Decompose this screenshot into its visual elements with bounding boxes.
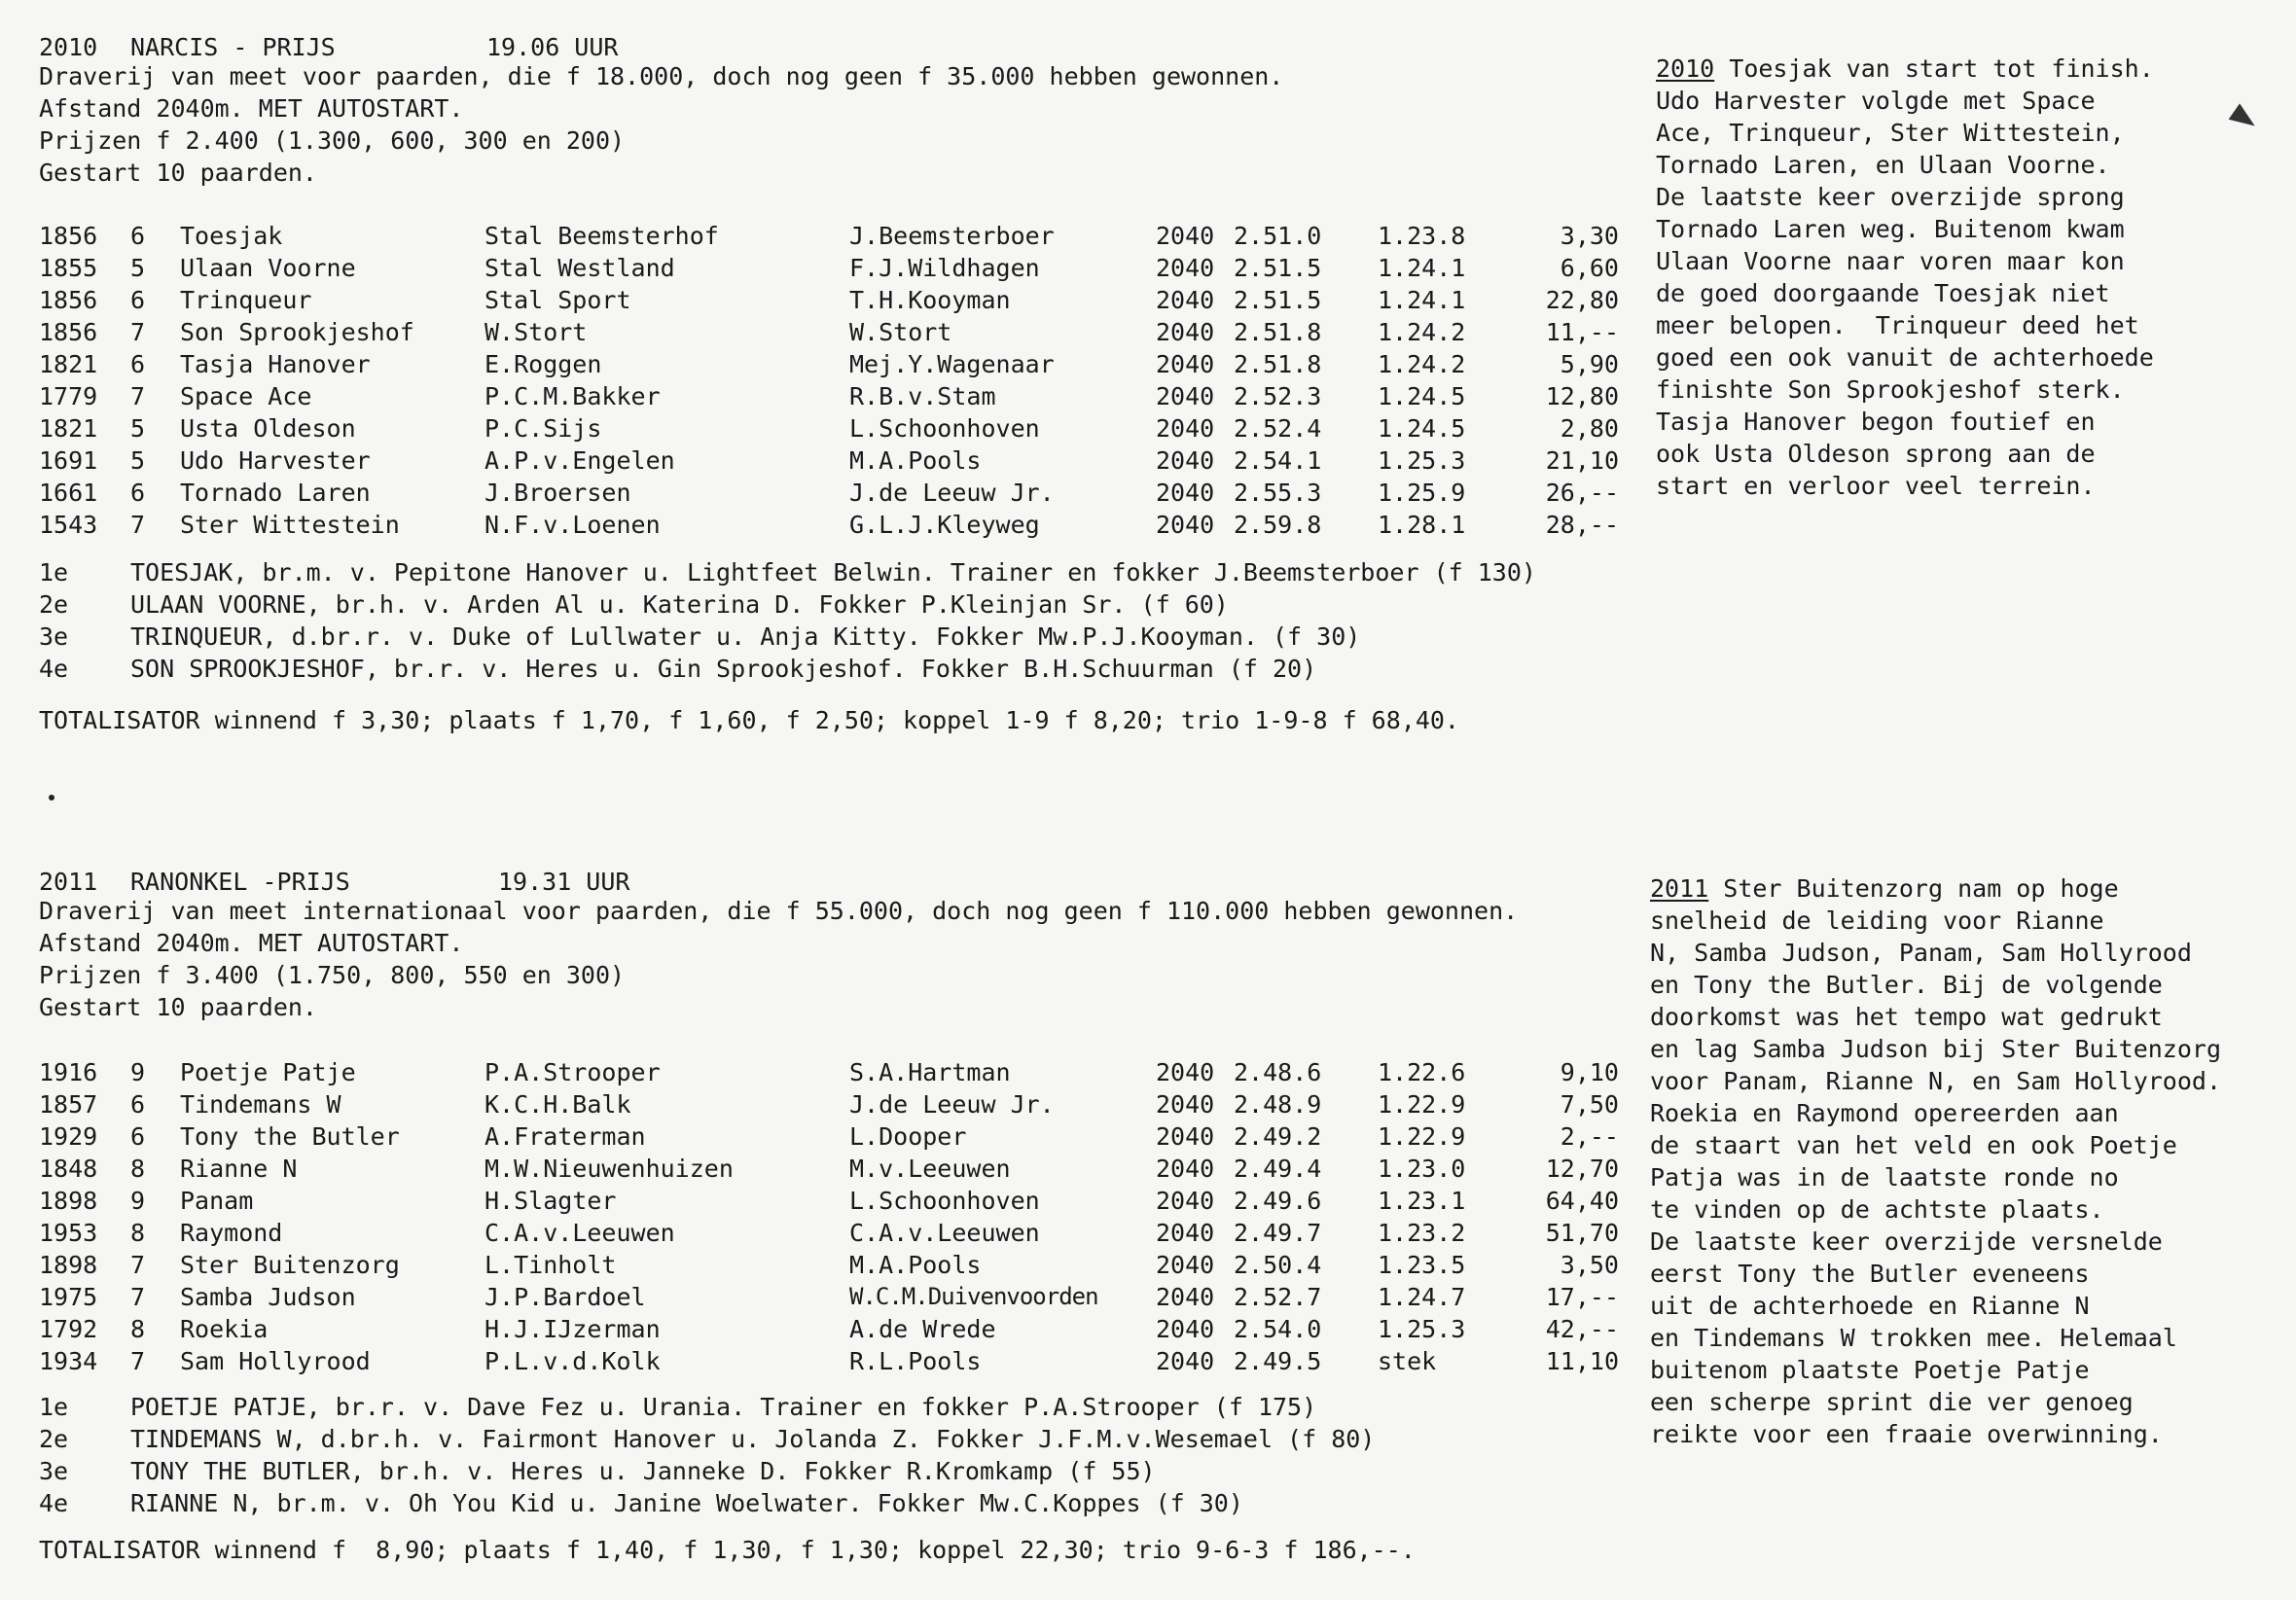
earnings-cell: 1821 — [39, 414, 98, 443]
odds-cell: 3,50 — [1560, 1251, 1619, 1279]
distance-cell: 2040 — [1156, 1122, 1215, 1151]
table-row — [0, 1345, 1654, 1377]
place-label: 1e — [39, 558, 69, 587]
table-row — [0, 1056, 1654, 1088]
driver-cell: L.Dooper — [849, 1122, 967, 1151]
earnings-cell: 1543 — [39, 511, 98, 539]
report-line: finishte Son Sprookjeshof sterk. — [1656, 375, 2125, 404]
odds-cell: 5,90 — [1560, 350, 1619, 378]
odds-cell: 2,80 — [1560, 414, 1619, 443]
distance-cell: 2040 — [1156, 446, 1215, 475]
stray-dot — [49, 795, 54, 800]
owner-cell: P.L.v.d.Kolk — [484, 1347, 661, 1375]
distance-cell: 2040 — [1156, 350, 1215, 378]
report-line: goed een ook vanuit de achterhoede — [1656, 343, 2154, 372]
owner-cell: H.Slagter — [484, 1187, 617, 1215]
earnings-cell: 1975 — [39, 1283, 98, 1311]
report-line: Tornado Laren weg. Buitenom kwam — [1656, 215, 2125, 243]
age-cell: 6 — [130, 479, 146, 507]
report-line: De laatste keer overzijde sprong — [1656, 183, 2125, 211]
earnings-cell: 1857 — [39, 1090, 98, 1119]
place-text: TRINQUEUR, d.br.r. v. Duke of Lullwater u. Anja Kitty. Fokker Mw.P.J.Kooyman. (f 30) — [130, 622, 1361, 651]
place-text: TINDEMANS W, d.br.h. v. Fairmont Hanover u. Jolanda Z. Fokker J.F.M.v.Wesemael (f 80) — [130, 1425, 1376, 1453]
table-row — [0, 1185, 1654, 1217]
earnings-cell: 1691 — [39, 446, 98, 475]
place-label: 2e — [39, 590, 69, 619]
age-cell: 5 — [130, 446, 146, 475]
odds-cell: 11,-- — [1545, 318, 1619, 346]
owner-cell: J.P.Bardoel — [484, 1283, 646, 1311]
earnings-cell: 1934 — [39, 1347, 98, 1375]
kmtime-cell: 1.28.1 — [1378, 511, 1466, 539]
table-row — [0, 1249, 1654, 1281]
time-cell: 2.52.3 — [1234, 382, 1322, 410]
owner-cell: Stal Westland — [484, 254, 675, 282]
time-cell: 2.59.8 — [1234, 511, 1322, 539]
owner-cell: C.A.v.Leeuwen — [484, 1219, 675, 1247]
kmtime-cell: 1.24.2 — [1378, 318, 1466, 346]
earnings-cell: 1929 — [39, 1122, 98, 1151]
time-cell: 2.52.4 — [1234, 414, 1322, 443]
race-conditions: Draverij van meet internationaal voor paarden, die f 55.000, doch nog geen f 110.000 hebben gewonnen. — [39, 897, 1519, 925]
totalisator: TOTALISATOR winnend f 3,30; plaats f 1,70, f 1,60, f 2,50; koppel 1-9 f 8,20; trio 1-9-8 f 68,40. — [39, 706, 1459, 734]
time-cell: 2.49.2 — [1234, 1122, 1322, 1151]
horse-cell: Ulaan Voorne — [180, 254, 356, 282]
driver-cell: A.de Wrede — [849, 1315, 996, 1343]
horse-cell: Rianne N — [180, 1155, 298, 1183]
place-label: 3e — [39, 622, 69, 651]
report-line: reikte voor een fraaie overwinning. — [1650, 1420, 2163, 1448]
earnings-cell: 1792 — [39, 1315, 98, 1343]
earnings-cell: 1953 — [39, 1219, 98, 1247]
driver-cell: L.Schoonhoven — [849, 1187, 1040, 1215]
distance-cell: 2040 — [1156, 1090, 1215, 1119]
time-cell: 2.51.8 — [1234, 318, 1322, 346]
report-line: Tornado Laren, en Ulaan Voorne. — [1656, 151, 2110, 179]
earnings-cell: 1779 — [39, 382, 98, 410]
distance-cell: 2040 — [1156, 1058, 1215, 1086]
age-cell: 7 — [130, 382, 146, 410]
kmtime-cell: 1.25.3 — [1378, 1315, 1466, 1343]
table-row — [0, 284, 1654, 316]
odds-cell: 12,80 — [1545, 382, 1619, 410]
kmtime-cell: 1.25.9 — [1378, 479, 1466, 507]
distance-cell: 2040 — [1156, 1347, 1215, 1375]
table-row — [0, 1088, 1654, 1120]
race-conditions: Draverij van meet voor paarden, die f 18.000, doch nog geen f 35.000 hebben gewonnen. — [39, 62, 1284, 90]
odds-cell: 26,-- — [1545, 479, 1619, 507]
report-line: te vinden op de achtste plaats. — [1650, 1195, 2104, 1224]
time-cell: 2.48.9 — [1234, 1090, 1322, 1119]
age-cell: 6 — [130, 286, 146, 314]
table-row — [0, 509, 1654, 541]
age-cell: 8 — [130, 1219, 146, 1247]
kmtime-cell: 1.23.2 — [1378, 1219, 1466, 1247]
odds-cell: 64,40 — [1545, 1187, 1619, 1215]
odds-cell: 7,50 — [1560, 1090, 1619, 1119]
driver-cell: C.A.v.Leeuwen — [849, 1219, 1040, 1247]
table-row — [0, 412, 1654, 444]
odds-cell: 3,30 — [1560, 222, 1619, 250]
horse-cell: Usta Oldeson — [180, 414, 356, 443]
race-time: 19.31 UUR — [498, 868, 630, 896]
earnings-cell: 1855 — [39, 254, 98, 282]
owner-cell: H.J.IJzerman — [484, 1315, 661, 1343]
place-label: 4e — [39, 655, 69, 683]
distance-cell: 2040 — [1156, 1219, 1215, 1247]
driver-cell: M.A.Pools — [849, 1251, 982, 1279]
driver-cell: W.C.M.Duivenvoorden — [849, 1283, 1098, 1310]
kmtime-cell: 1.24.2 — [1378, 350, 1466, 378]
time-cell: 2.49.5 — [1234, 1347, 1322, 1375]
race-number: 2010 — [39, 33, 98, 61]
driver-cell: W.Stort — [849, 318, 952, 346]
kmtime-cell: 1.24.7 — [1378, 1283, 1466, 1311]
report-line: Tasja Hanover begon foutief en — [1656, 408, 2096, 436]
totalisator: TOTALISATOR winnend f 8,90; plaats f 1,40, f 1,30, f 1,30; koppel 22,30; trio 9-6-3 f 186,--. — [39, 1536, 1416, 1564]
odds-cell: 9,10 — [1560, 1058, 1619, 1086]
time-cell: 2.48.6 — [1234, 1058, 1322, 1086]
time-cell: 2.55.3 — [1234, 479, 1322, 507]
horse-cell: Raymond — [180, 1219, 283, 1247]
report-race-number: 2010 — [1656, 54, 1715, 83]
place-text: ULAAN VOORNE, br.h. v. Arden Al u. Katerina D. Fokker P.Kleinjan Sr. (f 60) — [130, 590, 1229, 619]
time-cell: 2.51.0 — [1234, 222, 1322, 250]
odds-cell: 17,-- — [1545, 1283, 1619, 1311]
earnings-cell: 1856 — [39, 222, 98, 250]
horse-cell: Udo Harvester — [180, 446, 371, 475]
horse-cell: Ster Buitenzorg — [180, 1251, 400, 1279]
table-row — [0, 348, 1654, 380]
driver-cell: L.Schoonhoven — [849, 414, 1040, 443]
horse-cell: Space Ace — [180, 382, 312, 410]
table-row — [0, 444, 1654, 477]
earnings-cell: 1661 — [39, 479, 98, 507]
table-row — [0, 1313, 1654, 1345]
report-line: N, Samba Judson, Panam, Sam Hollyrood — [1650, 939, 2192, 967]
report-line: Roekia en Raymond opereerden aan — [1650, 1099, 2119, 1127]
owner-cell: J.Broersen — [484, 479, 631, 507]
report-line: Ace, Trinqueur, Ster Wittestein, — [1656, 119, 2125, 147]
kmtime-cell: 1.25.3 — [1378, 446, 1466, 475]
owner-cell: W.Stort — [484, 318, 588, 346]
driver-cell: S.A.Hartman — [849, 1058, 1011, 1086]
kmtime-cell: stek — [1378, 1347, 1437, 1375]
owner-cell: Stal Sport — [484, 286, 631, 314]
driver-cell: Mej.Y.Wagenaar — [849, 350, 1055, 378]
time-cell: 2.51.5 — [1234, 254, 1322, 282]
age-cell: 6 — [130, 222, 146, 250]
race-prizes: Prijzen f 2.400 (1.300, 600, 300 en 200) — [39, 126, 626, 155]
report-line: Udo Harvester volgde met Space — [1656, 87, 2096, 115]
table-row — [0, 1217, 1654, 1249]
distance-cell: 2040 — [1156, 414, 1215, 443]
odds-cell: 22,80 — [1545, 286, 1619, 314]
distance-cell: 2040 — [1156, 1155, 1215, 1183]
race-prizes: Prijzen f 3.400 (1.750, 800, 550 en 300) — [39, 961, 626, 989]
owner-cell: L.Tinholt — [484, 1251, 617, 1279]
driver-cell: M.A.Pools — [849, 446, 982, 475]
odds-cell: 2,-- — [1560, 1122, 1619, 1151]
odds-cell: 12,70 — [1545, 1155, 1619, 1183]
report-race-number: 2011 — [1650, 874, 1709, 903]
earnings-cell: 1898 — [39, 1251, 98, 1279]
earnings-cell: 1856 — [39, 286, 98, 314]
owner-cell: A.P.v.Engelen — [484, 446, 675, 475]
time-cell: 2.54.0 — [1234, 1315, 1322, 1343]
age-cell: 5 — [130, 414, 146, 443]
table-row — [0, 477, 1654, 509]
table-row — [0, 316, 1654, 348]
earnings-cell: 1898 — [39, 1187, 98, 1215]
time-cell: 2.51.5 — [1234, 286, 1322, 314]
report-line: Patja was in de laatste ronde no — [1650, 1163, 2119, 1191]
age-cell: 8 — [130, 1315, 146, 1343]
horse-cell: Tony the Butler — [180, 1122, 400, 1151]
distance-cell: 2040 — [1156, 1251, 1215, 1279]
report-line: Ster Buitenzorg nam op hoge — [1708, 874, 2119, 903]
horse-cell: Son Sprookjeshof — [180, 318, 414, 346]
age-cell: 7 — [130, 318, 146, 346]
place-label: 4e — [39, 1489, 69, 1517]
driver-cell: J.Beemsterboer — [849, 222, 1055, 250]
report-line: voor Panam, Rianne N, en Sam Hollyrood. — [1650, 1067, 2221, 1095]
kmtime-cell: 1.22.9 — [1378, 1090, 1466, 1119]
place-label: 2e — [39, 1425, 69, 1453]
place-text: SON SPROOKJESHOF, br.r. v. Heres u. Gin Sprookjeshof. Fokker B.H.Schuurman (f 20) — [130, 655, 1317, 683]
race-number: 2011 — [39, 868, 98, 896]
age-cell: 7 — [130, 1347, 146, 1375]
report-line: en Tindemans W trokken mee. Helemaal — [1650, 1324, 2177, 1352]
report-line: de staart van het veld en ook Poetje — [1650, 1131, 2177, 1159]
race-name: NARCIS - PRIJS — [130, 33, 336, 61]
report-line: uit de achterhoede en Rianne N — [1650, 1292, 2090, 1320]
table-row — [0, 1120, 1654, 1153]
table-row — [0, 1281, 1654, 1313]
kmtime-cell: 1.24.1 — [1378, 254, 1466, 282]
owner-cell: Stal Beemsterhof — [484, 222, 719, 250]
earnings-cell: 1916 — [39, 1058, 98, 1086]
report-line: Ulaan Voorne naar voren maar kon — [1656, 247, 2125, 275]
driver-cell: F.J.Wildhagen — [849, 254, 1040, 282]
table-row — [0, 220, 1654, 252]
kmtime-cell: 1.23.8 — [1378, 222, 1466, 250]
odds-cell: 11,10 — [1545, 1347, 1619, 1375]
owner-cell: E.Roggen — [484, 350, 602, 378]
kmtime-cell: 1.22.9 — [1378, 1122, 1466, 1151]
age-cell: 7 — [130, 511, 146, 539]
odds-cell: 6,60 — [1560, 254, 1619, 282]
age-cell: 6 — [130, 350, 146, 378]
horse-cell: Tasja Hanover — [180, 350, 371, 378]
owner-cell: P.C.M.Bakker — [484, 382, 661, 410]
driver-cell: M.v.Leeuwen — [849, 1155, 1011, 1183]
earnings-cell: 1821 — [39, 350, 98, 378]
place-label: 1e — [39, 1393, 69, 1421]
horse-cell: Samba Judson — [180, 1283, 356, 1311]
report-line: en lag Samba Judson bij Ster Buitenzorg — [1650, 1035, 2221, 1063]
time-cell: 2.49.7 — [1234, 1219, 1322, 1247]
horse-cell: Trinqueur — [180, 286, 312, 314]
time-cell: 2.49.4 — [1234, 1155, 1322, 1183]
odds-cell: 42,-- — [1545, 1315, 1619, 1343]
kmtime-cell: 1.24.5 — [1378, 382, 1466, 410]
age-cell: 5 — [130, 254, 146, 282]
report-line: De laatste keer overzijde versnelde — [1650, 1227, 2163, 1256]
horse-cell: Roekia — [180, 1315, 269, 1343]
distance-cell: 2040 — [1156, 222, 1215, 250]
table-row — [0, 252, 1654, 284]
kmtime-cell: 1.24.1 — [1378, 286, 1466, 314]
report-line: snelheid de leiding voor Rianne — [1650, 907, 2104, 935]
time-cell: 2.51.8 — [1234, 350, 1322, 378]
odds-cell: 21,10 — [1545, 446, 1619, 475]
driver-cell: R.B.v.Stam — [849, 382, 996, 410]
distance-cell: 2040 — [1156, 1283, 1215, 1311]
distance-cell: 2040 — [1156, 286, 1215, 314]
owner-cell: K.C.H.Balk — [484, 1090, 631, 1119]
horse-cell: Ster Wittestein — [180, 511, 400, 539]
kmtime-cell: 1.23.0 — [1378, 1155, 1466, 1183]
distance-cell: 2040 — [1156, 382, 1215, 410]
place-label: 3e — [39, 1457, 69, 1485]
kmtime-cell: 1.22.6 — [1378, 1058, 1466, 1086]
distance-cell: 2040 — [1156, 1315, 1215, 1343]
report-line: eerst Tony the Butler eveneens — [1650, 1260, 2090, 1288]
table-row — [0, 1153, 1654, 1185]
race-distance: Afstand 2040m. MET AUTOSTART. — [39, 94, 464, 123]
age-cell: 7 — [130, 1251, 146, 1279]
distance-cell: 2040 — [1156, 1187, 1215, 1215]
distance-cell: 2040 — [1156, 254, 1215, 282]
time-cell: 2.49.6 — [1234, 1187, 1322, 1215]
driver-cell: G.L.J.Kleyweg — [849, 511, 1040, 539]
age-cell: 7 — [130, 1283, 146, 1311]
time-cell: 2.54.1 — [1234, 446, 1322, 475]
kmtime-cell: 1.24.5 — [1378, 414, 1466, 443]
report-line: doorkomst was het tempo wat gedrukt — [1650, 1003, 2163, 1031]
kmtime-cell: 1.23.5 — [1378, 1251, 1466, 1279]
report-line: start en verloor veel terrein. — [1656, 472, 2096, 500]
report-line: Toesjak van start tot finish. — [1714, 54, 2154, 83]
report-line: een scherpe sprint die ver genoeg — [1650, 1388, 2134, 1416]
time-cell: 2.50.4 — [1234, 1251, 1322, 1279]
race-starters: Gestart 10 paarden. — [39, 993, 317, 1021]
age-cell: 6 — [130, 1090, 146, 1119]
horse-cell: Poetje Patje — [180, 1058, 356, 1086]
odds-cell: 51,70 — [1545, 1219, 1619, 1247]
driver-cell: R.L.Pools — [849, 1347, 982, 1375]
odds-cell: 28,-- — [1545, 511, 1619, 539]
driver-cell: J.de Leeuw Jr. — [849, 1090, 1055, 1119]
place-text: POETJE PATJE, br.r. v. Dave Fez u. Urania. Trainer en fokker P.A.Strooper (f 175) — [130, 1393, 1317, 1421]
age-cell: 6 — [130, 1122, 146, 1151]
owner-cell: A.Fraterman — [484, 1122, 646, 1151]
owner-cell: P.C.Sijs — [484, 414, 602, 443]
distance-cell: 2040 — [1156, 511, 1215, 539]
driver-cell: T.H.Kooyman — [849, 286, 1011, 314]
driver-cell: J.de Leeuw Jr. — [849, 479, 1055, 507]
kmtime-cell: 1.23.1 — [1378, 1187, 1466, 1215]
race-distance: Afstand 2040m. MET AUTOSTART. — [39, 929, 464, 957]
age-cell: 9 — [130, 1058, 146, 1086]
time-cell: 2.52.7 — [1234, 1283, 1322, 1311]
distance-cell: 2040 — [1156, 318, 1215, 346]
report-line: en Tony the Butler. Bij de volgende — [1650, 971, 2163, 999]
race-name: RANONKEL -PRIJS — [130, 868, 350, 896]
age-cell: 8 — [130, 1155, 146, 1183]
horse-cell: Sam Hollyrood — [180, 1347, 371, 1375]
owner-cell: M.W.Nieuwenhuizen — [484, 1155, 734, 1183]
horse-cell: Panam — [180, 1187, 254, 1215]
owner-cell: N.F.v.Loenen — [484, 511, 661, 539]
owner-cell: P.A.Strooper — [484, 1058, 661, 1086]
age-cell: 9 — [130, 1187, 146, 1215]
report-line: de goed doorgaande Toesjak niet — [1656, 279, 2110, 307]
race-time: 19.06 UUR — [486, 33, 619, 61]
place-text: TONY THE BUTLER, br.h. v. Heres u. Janneke D. Fokker R.Kromkamp (f 55) — [130, 1457, 1156, 1485]
horse-cell: Tornado Laren — [180, 479, 371, 507]
earnings-cell: 1848 — [39, 1155, 98, 1183]
earnings-cell: 1856 — [39, 318, 98, 346]
horse-cell: Toesjak — [180, 222, 283, 250]
report-line: ook Usta Oldeson sprong aan de — [1656, 440, 2096, 468]
place-text: RIANNE N, br.m. v. Oh You Kid u. Janine Woelwater. Fokker Mw.C.Koppes (f 30) — [130, 1489, 1243, 1517]
race-starters: Gestart 10 paarden. — [39, 159, 317, 187]
distance-cell: 2040 — [1156, 479, 1215, 507]
table-row — [0, 380, 1654, 412]
place-text: TOESJAK, br.m. v. Pepitone Hanover u. Lightfeet Belwin. Trainer en fokker J.Beemsterboer (f 130) — [130, 558, 1536, 587]
report-line: meer belopen. Trinqueur deed het — [1656, 311, 2139, 339]
pen-mark — [2229, 103, 2261, 133]
horse-cell: Tindemans W — [180, 1090, 341, 1119]
report-line: buitenom plaatste Poetje Patje — [1650, 1356, 2090, 1384]
